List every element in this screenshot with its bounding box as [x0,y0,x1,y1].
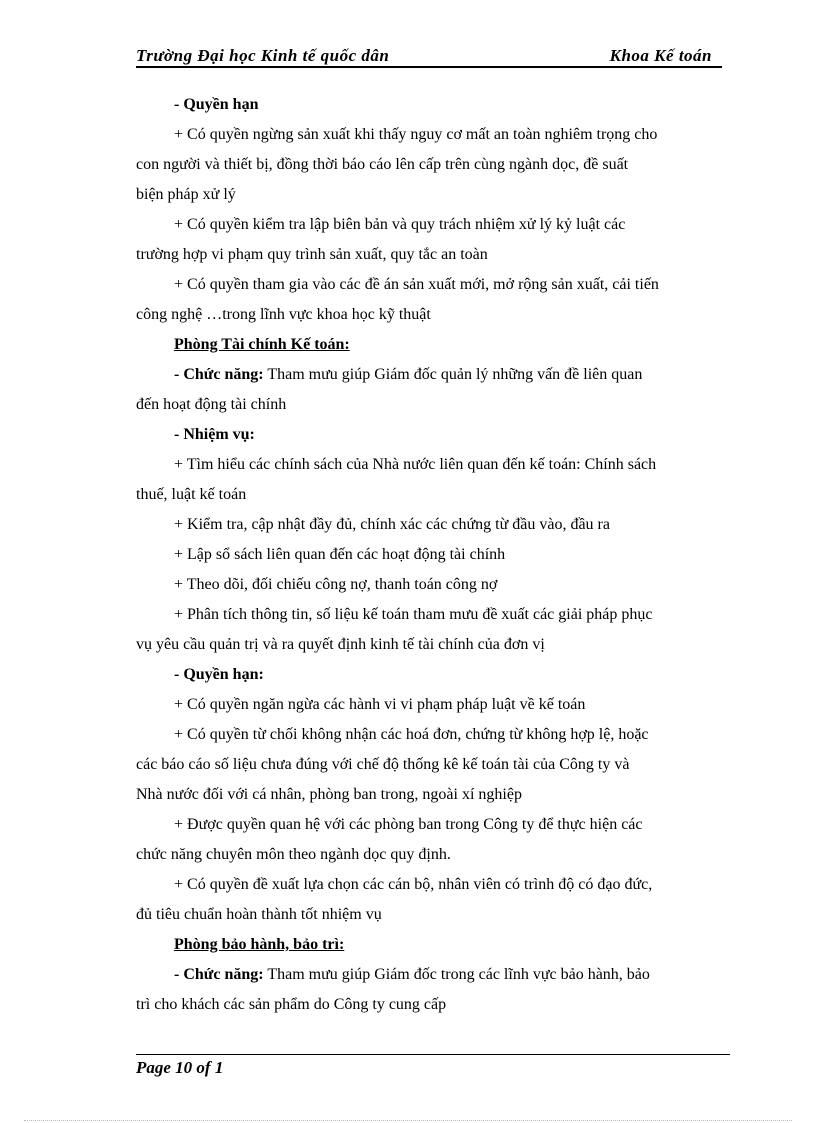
text-run: trường hợp vi phạm quy trình sản xuất, quy tắc an toàn [136,246,488,263]
page-header [136,44,722,68]
text-run: + Có quyền tham gia vào các đề án sản xuất mới, mở rộng sản xuất, cải tiến [174,276,659,293]
text-line [136,810,722,840]
document-body [136,90,722,1020]
text-line [136,990,722,1020]
text-run: + Tìm hiểu các chính sách của Nhà nước liên quan đến kế toán: Chính sách [174,456,657,473]
text-line [136,540,722,570]
text-line [136,570,722,600]
text-run: + Theo dõi, đối chiếu công nợ, thanh toán công nợ [174,576,498,593]
text-line [136,270,722,300]
text-run: thuế, luật kế toán [136,486,247,503]
header-faculty-name: Khoa Kế toán [609,46,712,65]
text-line [136,300,722,330]
item-label: - Quyền hạn [174,96,259,113]
text-run: các báo cáo số liệu chưa đúng với chế độ thống kê kế toán tài của Công ty và [136,756,630,773]
text-line [136,420,722,450]
text-line [136,930,722,960]
text-line [136,150,722,180]
text-line [136,660,722,690]
text-run: đủ tiêu chuẩn hoàn thành tốt nhiệm vụ [136,906,382,923]
text-run: vụ yêu cầu quản trị và ra quyết định kinh tế tài chính của đơn vị [136,636,545,653]
text-run: + Được quyền quan hệ với các phòng ban trong Công ty để thực hiện các [174,816,643,833]
text-line [136,450,722,480]
text-line [136,750,722,780]
text-line [136,480,722,510]
text-line [136,960,722,990]
text-run: + Có quyền kiểm tra lập biên bản và quy trách nhiệm xử lý kỷ luật các [174,216,626,233]
text-line [136,690,722,720]
text-run: + Phân tích thông tin, số liệu kế toán tham mưu đề xuất các giải pháp phục [174,606,653,623]
text-line [136,210,722,240]
text-run: + Có quyền đề xuất lựa chọn các cán bộ, nhân viên có trình độ có đạo đức, [174,876,653,893]
text-line [136,330,722,360]
item-label: - Chức năng: [174,966,264,983]
text-run: trì cho khách các sản phẩm do Công ty cung cấp [136,996,447,1013]
text-run: Tham mưu giúp Giám đốc trong các lĩnh vực bảo hành, bảo [263,966,650,983]
text-line [136,780,722,810]
text-line [136,870,722,900]
page-footer [136,1054,730,1077]
text-line [136,120,722,150]
item-label: - Chức năng: [174,366,264,383]
text-line [136,720,722,750]
text-line [136,630,722,660]
text-run: Nhà nước đối với cá nhân, phòng ban trong, ngoài xí nghiệp [136,786,522,803]
text-run: + Có quyền ngăn ngừa các hành vi vi phạm pháp luật về kế toán [174,696,586,713]
page-edge-divider [24,1120,792,1121]
text-run: + Có quyền ngừng sản xuất khi thấy nguy cơ mất an toàn nghiêm trọng cho [174,126,658,143]
text-run: + Lập sổ sách liên quan đến các hoạt động tài chính [174,546,506,563]
text-line [136,900,722,930]
page-number: Page 10 of 1 [136,1058,224,1077]
text-line [136,180,722,210]
text-line [136,240,722,270]
text-line [136,840,722,870]
text-line [136,390,722,420]
text-run: đến hoạt động tài chính [136,396,287,413]
text-run: công nghệ …trong lĩnh vực khoa học kỹ thuật [136,306,431,323]
text-line [136,360,722,390]
section-heading: Phòng bảo hành, bảo trì: [174,936,345,953]
item-label: - Quyền hạn: [174,666,264,683]
text-line [136,510,722,540]
item-label: - Nhiệm vụ: [174,426,255,443]
text-run: + Có quyền từ chối không nhận các hoá đơn, chứng từ không hợp lệ, hoặc [174,726,649,743]
header-school-name: Trường Đại học Kinh tế quốc dân [136,46,390,65]
text-line [136,600,722,630]
text-run: + Kiểm tra, cập nhật đầy đủ, chính xác các chứng từ đầu vào, đầu ra [174,516,610,533]
text-run: biện pháp xử lý [136,186,236,203]
text-run: Tham mưu giúp Giám đốc quản lý những vấn đề liên quan [263,366,643,383]
text-run: con người và thiết bị, đồng thời báo cáo lên cấp trên cùng ngành dọc, đề suất [136,156,629,173]
section-heading: Phòng Tài chính Kế toán: [174,336,350,353]
text-run: chức năng chuyên môn theo ngành dọc quy định. [136,846,451,863]
text-line [136,90,722,120]
